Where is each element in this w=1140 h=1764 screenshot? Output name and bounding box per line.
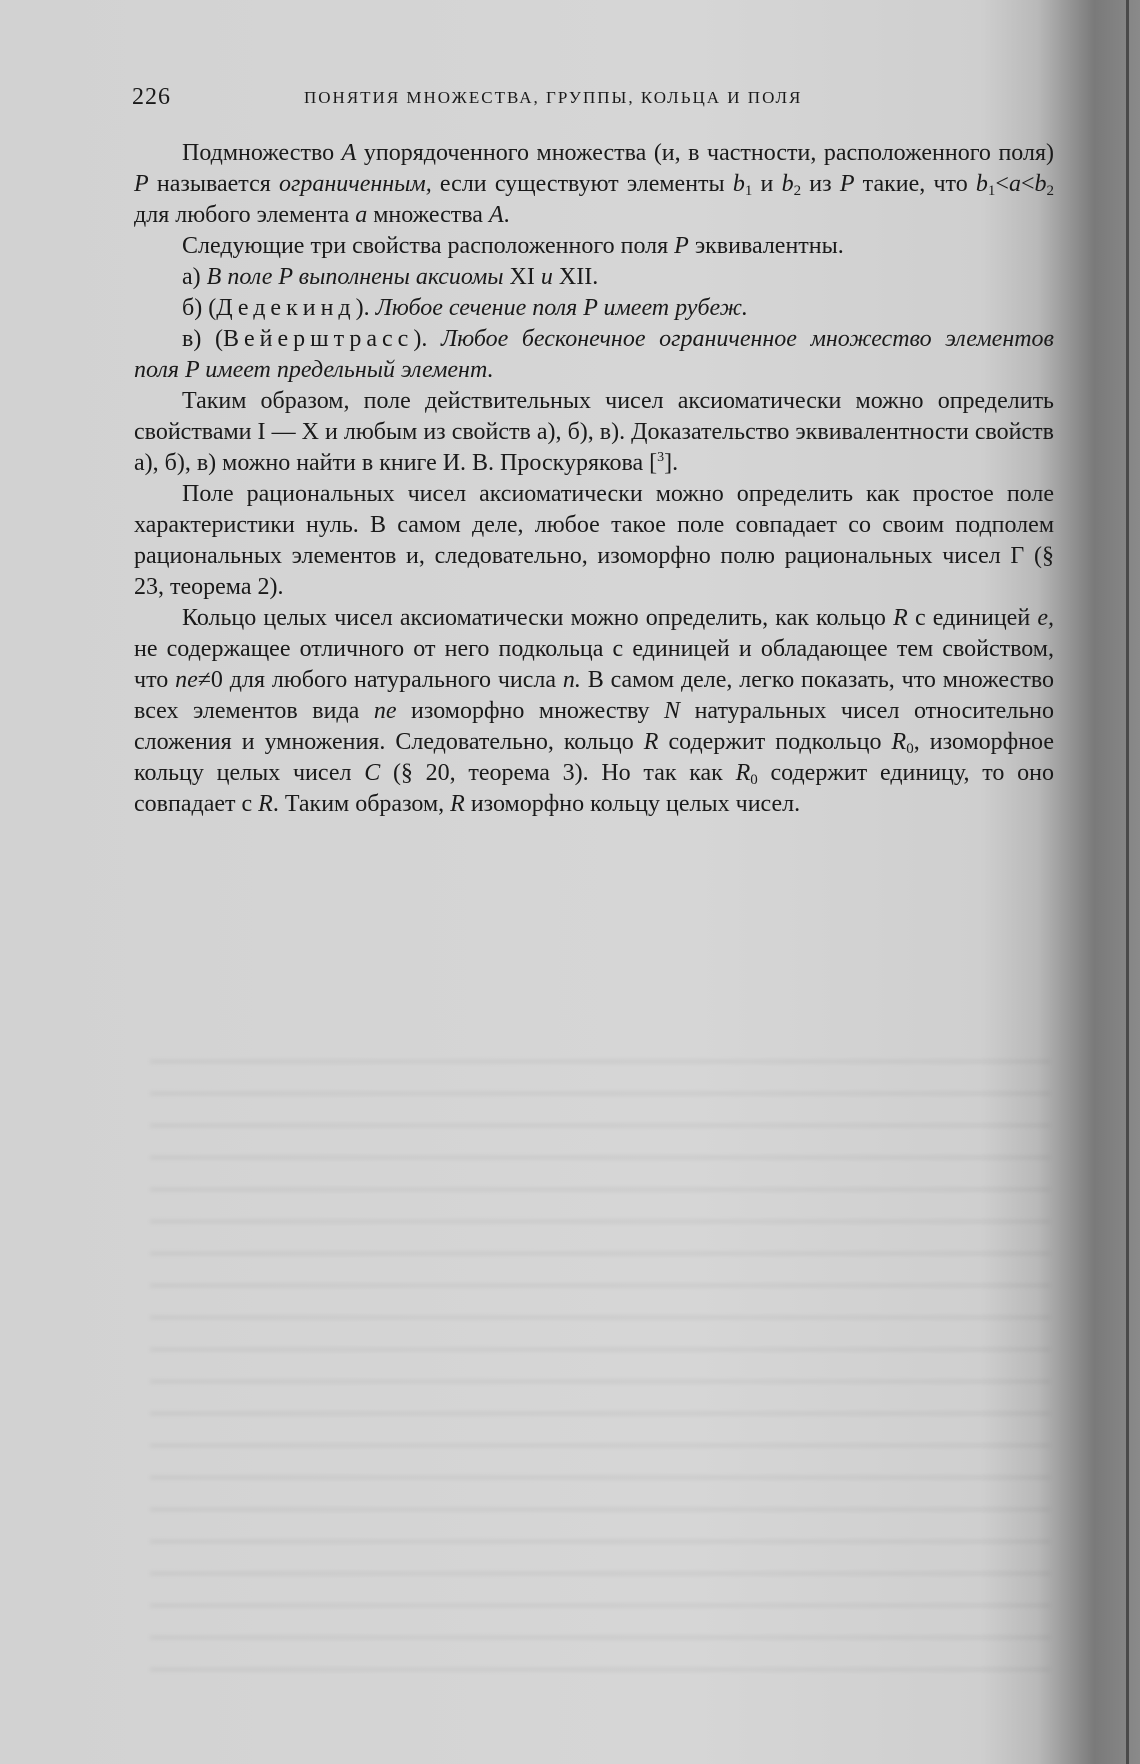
math-subscript: 1	[987, 183, 996, 199]
math-symbol: b	[1034, 171, 1047, 197]
text-run: ).	[355, 295, 376, 321]
math-symbol: P	[839, 171, 855, 197]
spaced-name: Дедекинд	[216, 295, 356, 321]
math-symbol: R	[891, 729, 907, 755]
math-symbol: a	[355, 202, 368, 228]
text-run: XI	[503, 264, 541, 290]
text-run: натуральных чисел относительно сложения и умножения. Следовательно, кольцо	[134, 698, 1054, 755]
body-text	[134, 138, 1054, 820]
text-run: . Таким образом,	[272, 791, 451, 817]
text-run: а)	[182, 264, 207, 290]
math-operator: <	[995, 171, 1009, 197]
text-run: если существуют элементы	[431, 171, 733, 197]
math-symbol: e,	[1037, 605, 1055, 631]
math-symbol: b	[781, 171, 794, 197]
italic-statement: В поле P выполнены аксиомы	[206, 264, 504, 290]
math-symbol: 0	[210, 667, 223, 693]
text-run: .	[503, 202, 510, 228]
text-run: с единицей	[907, 605, 1038, 631]
math-symbol: ne	[175, 667, 198, 693]
text-run: ].	[664, 450, 679, 476]
text-run: называется	[148, 171, 279, 197]
spaced-name: Вейерштрасс	[222, 326, 414, 352]
property-b	[134, 293, 1054, 324]
bleed-through-shadow	[150, 1040, 1050, 1680]
math-symbol: P	[674, 233, 689, 259]
page-number: 226	[132, 84, 171, 110]
math-symbol: C	[364, 760, 381, 786]
math-subscript: 1	[744, 183, 753, 199]
property-c	[134, 324, 1054, 386]
text-run: В самом деле, легко показать, что множество всех элементов вида	[134, 667, 1054, 724]
text-run: из	[801, 171, 840, 197]
math-subscript: 0	[906, 741, 914, 757]
math-symbol: A	[341, 140, 357, 166]
italic-statement: и	[540, 264, 553, 290]
math-symbol: n.	[562, 667, 581, 693]
text-run: такие, что	[854, 171, 976, 197]
paragraph-bounded-subset	[134, 138, 1054, 231]
text-run: содержит подкольцо	[658, 729, 892, 755]
reference-number: 3	[657, 450, 665, 465]
math-symbol: R	[450, 791, 465, 817]
text-run: Следующие три свойства расположенного поля	[182, 233, 675, 259]
paragraph-equivalent-properties	[134, 231, 1054, 262]
italic-statement: Любое сечение поля P имеет рубеж.	[375, 295, 748, 321]
italic-statement: Любое бесконечное ограниченное множество элементов поля P имеет предельный элемент.	[134, 326, 1054, 383]
math-symbol: b	[975, 171, 988, 197]
text-run: (§ 20, теорема 3). Но так как	[380, 760, 736, 786]
text-run: упорядоченного множества (и, в частности, расположенного поля)	[356, 140, 1055, 166]
property-a	[134, 262, 1054, 293]
math-symbol: P	[134, 171, 149, 197]
running-title: ПОНЯТИЯ МНОЖЕСТВА, ГРУППЫ, КОЛЬЦА И ПОЛЯ	[304, 88, 803, 107]
math-symbol: A	[488, 202, 504, 228]
math-subscript: 0	[750, 772, 758, 788]
text-run: для любого элемента	[134, 202, 356, 228]
text-run: в) (	[182, 326, 223, 352]
text-run: Таким образом, поле действительных чисел аксиоматически можно определить свойствами I — X и любым из свойств а), б), в). Доказательство эквивалентности свойств а), б), в) можно найти в книге И. В. Проскурякова [	[134, 388, 1054, 476]
text-run: для любого натурального числа	[222, 667, 563, 693]
paragraph-integer-ring	[134, 603, 1054, 820]
text-run: и	[752, 171, 782, 197]
text-run: Подмножество	[182, 140, 342, 166]
text-run: множества	[367, 202, 489, 228]
text-run: изоморфно множеству	[396, 698, 665, 724]
math-symbol: b	[732, 171, 745, 197]
text-run: эквивалентны.	[688, 233, 844, 259]
math-symbol: a	[1008, 171, 1021, 197]
page-header	[132, 84, 1062, 114]
math-symbol: R	[735, 760, 751, 786]
math-symbol: R	[893, 605, 908, 631]
text-run: Кольцо целых чисел аксиоматически можно определить, как кольцо	[182, 605, 894, 631]
defined-term: ограниченным,	[278, 171, 432, 197]
math-operator: <	[1020, 171, 1035, 197]
math-symbol: N	[664, 698, 681, 724]
text-run: изоморфно кольцу целых чисел.	[464, 791, 801, 817]
math-symbol: ne	[373, 698, 397, 724]
text-run: не содержащее отличного от него подкольца с единицей и обладающее тем свойством, что	[134, 636, 1054, 693]
math-operator: ≠	[197, 667, 211, 693]
text-run: содержит единицу, то оно совпадает с	[134, 760, 1054, 817]
math-subscript: 2	[1046, 183, 1054, 199]
math-subscript: 2	[793, 183, 802, 199]
math-symbol: R	[258, 791, 273, 817]
text-run: , изоморфное кольцу целых чисел	[134, 729, 1054, 786]
text-run: Поле рациональных чисел аксиоматически можно определить как простое поле характеристики нуль. В самом деле, любое такое поле совпадает со своим подполем рациональных элементов и, следовательно, изоморфно полю рациональных чисел Г (§ 23, теорема 2).	[134, 481, 1054, 600]
text-run: ).	[413, 326, 441, 352]
paragraph-real-numbers	[134, 386, 1054, 479]
paragraph-rational-numbers	[134, 479, 1054, 603]
text-run: б) (	[182, 295, 217, 321]
math-symbol: R	[643, 729, 659, 755]
page-edge-shadow	[1126, 0, 1129, 1764]
text-run: XII.	[552, 264, 599, 290]
